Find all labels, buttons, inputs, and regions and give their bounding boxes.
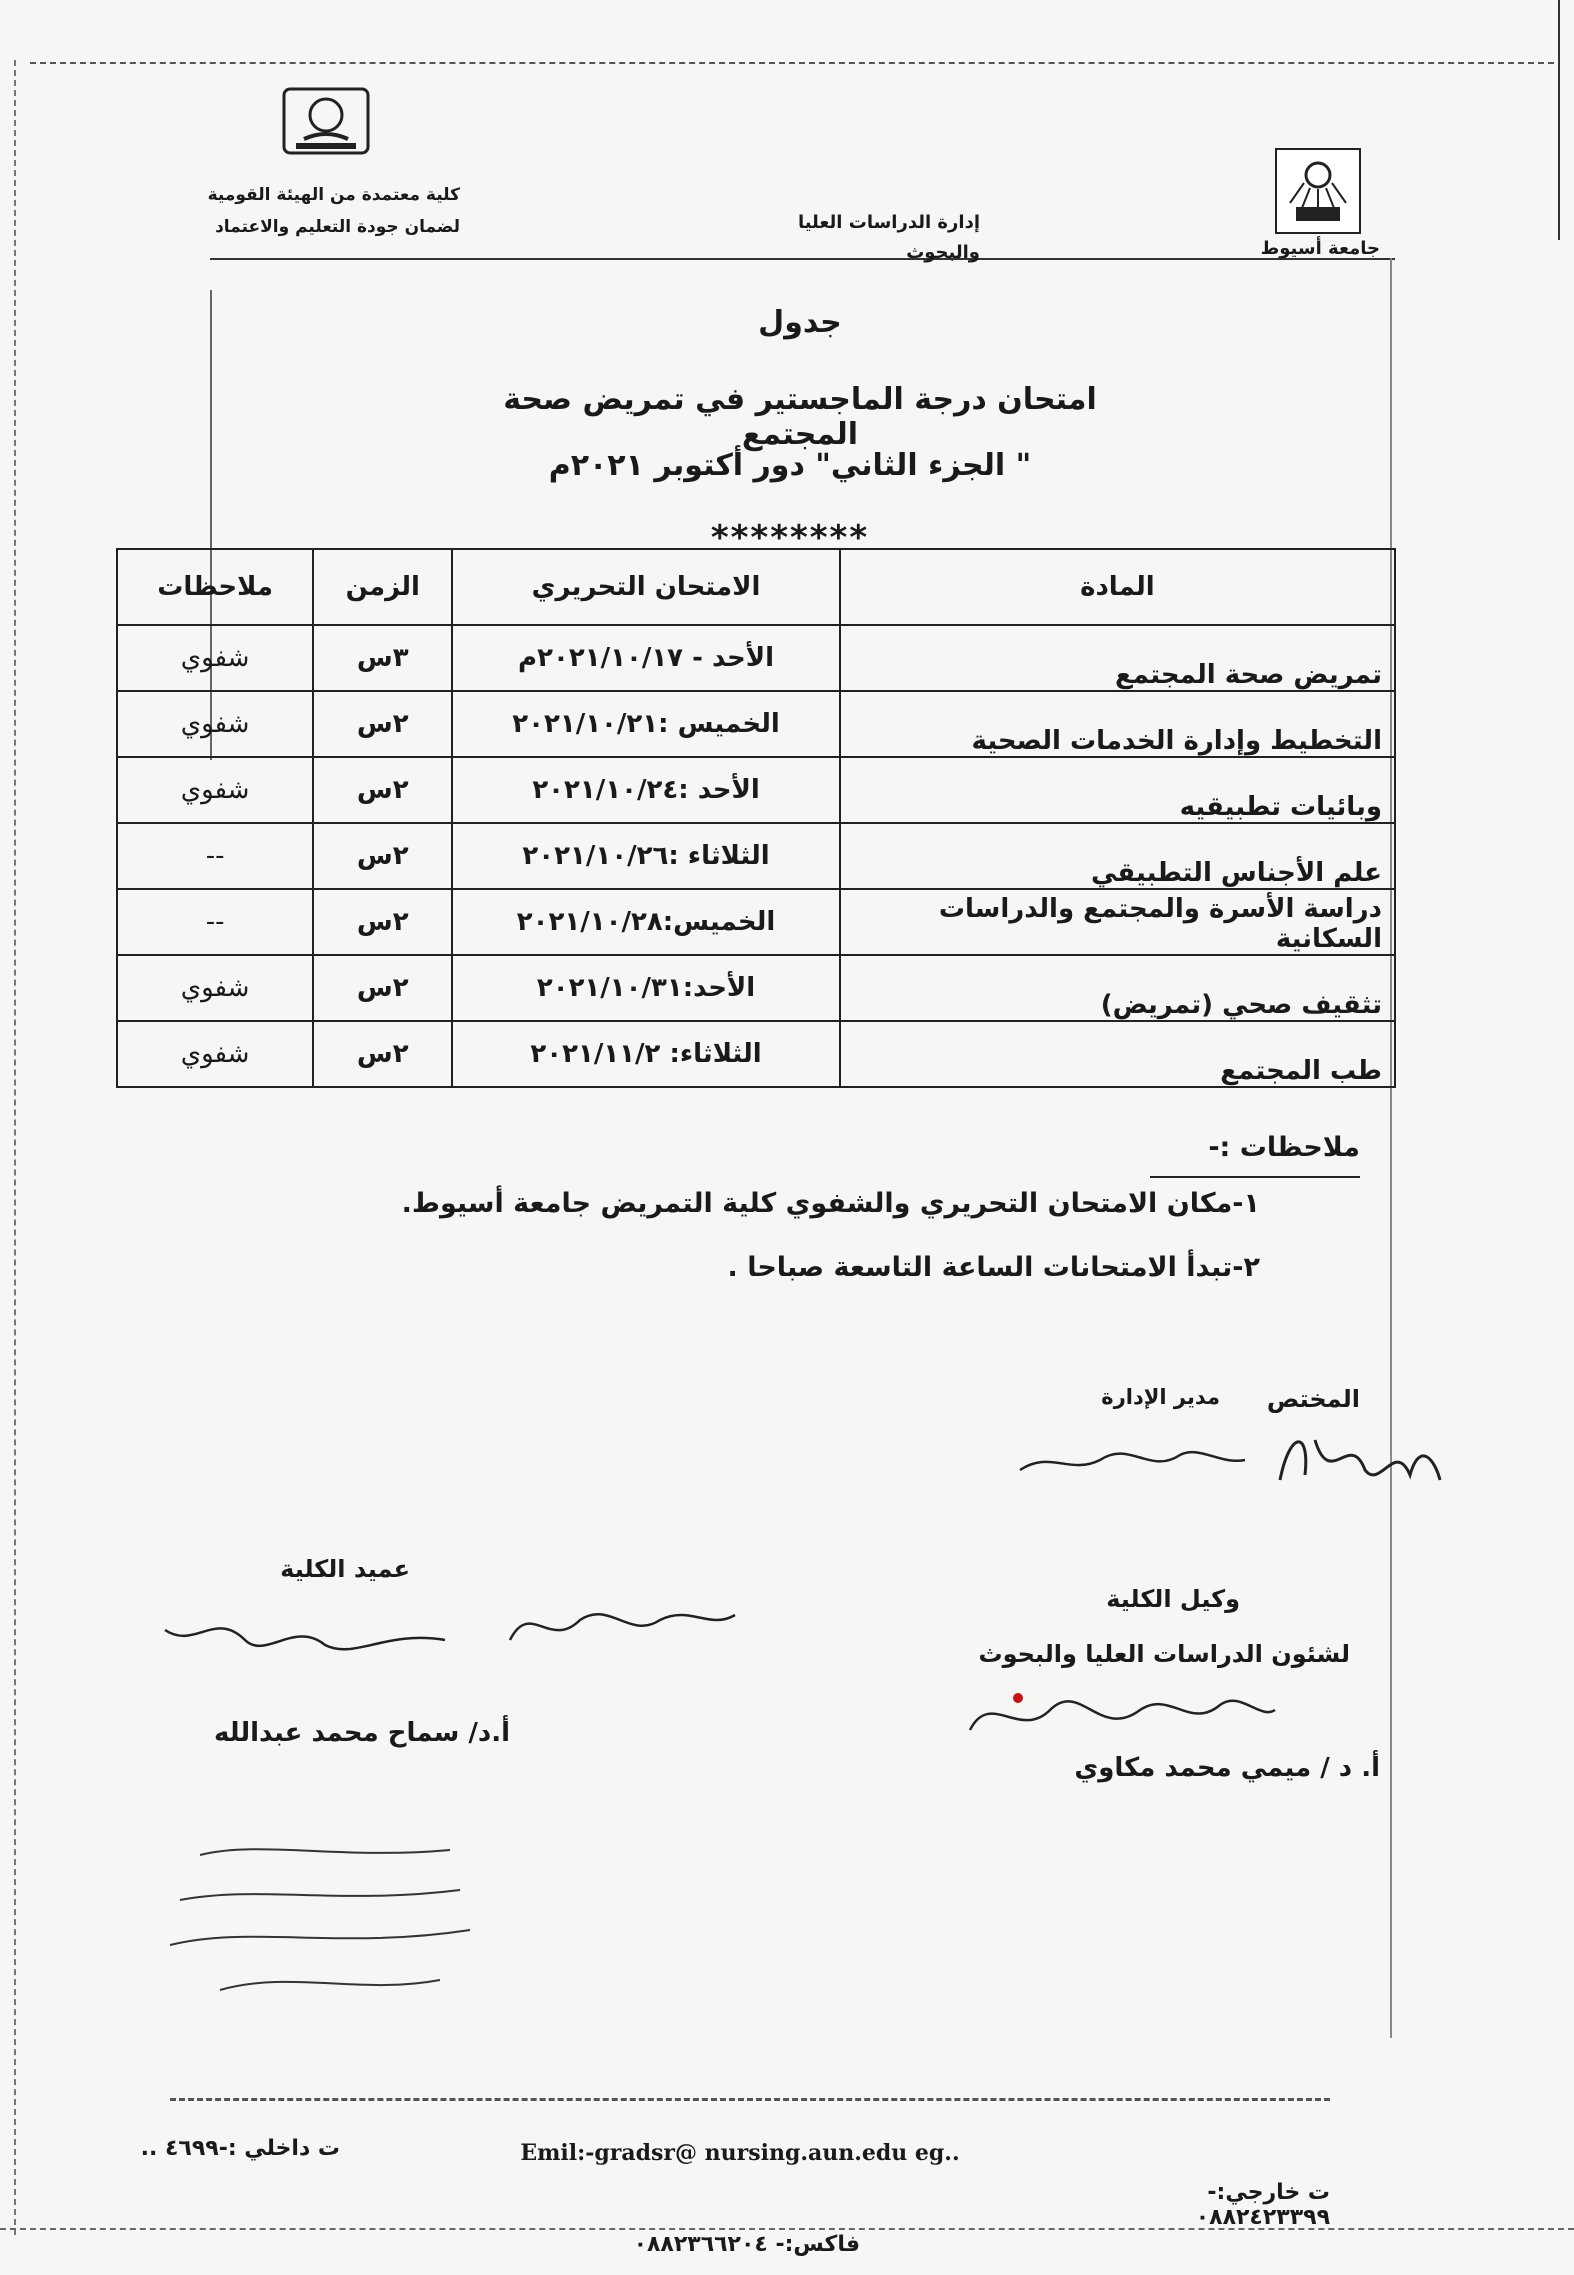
date-cell: الخميس:٢٠٢١/١٠/٢٨ — [452, 889, 840, 955]
dean-signature-2 — [500, 1590, 740, 1660]
subject-cell: علم الأجناس التطبيقي — [840, 823, 1395, 889]
footer-external-phone: ت خارجي:- ٠٨٨٢٤٢٣٣٩٩ — [1195, 2180, 1330, 2230]
note-item-2: ٢-تبدأ الامتحانات الساعة التاسعة صباحا . — [727, 1252, 1260, 1283]
header-remarks: ملاحظات — [117, 549, 313, 625]
handwritten-annotation — [140, 1830, 520, 2030]
footer-rule — [170, 2098, 1330, 2101]
sun-emblem-icon — [1282, 155, 1354, 227]
duration-cell: ٣س — [313, 625, 452, 691]
specialist-title: المختص — [1266, 1385, 1360, 1413]
document-title: جدول — [758, 305, 842, 340]
table-row — [117, 757, 1395, 823]
remarks-cell: شفوي — [117, 691, 313, 757]
exam-schedule-table — [116, 548, 1396, 1088]
duration-cell: ٢س — [313, 757, 452, 823]
duration-cell: ٢س — [313, 1021, 452, 1087]
remarks-cell: شفوي — [117, 625, 313, 691]
dean-name: أ.د/ سماح محمد عبدالله — [213, 1718, 510, 1748]
table-row — [117, 691, 1395, 757]
vice-dean-signature — [950, 1670, 1280, 1760]
duration-cell: ٢س — [313, 823, 452, 889]
table-row — [117, 955, 1395, 1021]
page-edge-top — [30, 62, 1554, 64]
table-row — [117, 889, 1395, 955]
header-written-exam: الامتحان التحريري — [452, 549, 840, 625]
remarks-cell: شفوي — [117, 1021, 313, 1087]
accreditation-line1: كلية معتمدة من الهيئة القومية — [207, 185, 460, 205]
exam-title: امتحان درجة الماجستير في تمريض صحة المجتمع — [503, 382, 1097, 452]
duration-cell: ٢س — [313, 691, 452, 757]
university-name: جامعة أسيوط — [1260, 238, 1380, 259]
lamp-emblem-icon — [280, 85, 372, 157]
date-cell: الأحد:٢٠٢١/١٠/٣١ — [452, 955, 840, 1021]
subject-cell: دراسة الأسرة والمجتمع والدراسات السكانية — [840, 889, 1395, 955]
date-cell: الأحد :٢٠٢١/١٠/٢٤ — [452, 757, 840, 823]
page-edge-right — [1558, 0, 1560, 240]
faculty-logo — [280, 85, 372, 157]
university-logo — [1275, 148, 1361, 234]
subject-cell: وبائيات تطبيقيه — [840, 757, 1395, 823]
duration-cell: ٢س — [313, 955, 452, 1021]
table-header-row — [117, 549, 1395, 625]
table-row — [117, 823, 1395, 889]
remarks-cell: شفوي — [117, 757, 313, 823]
admin-manager-title: مدير الإدارة — [1101, 1385, 1220, 1409]
table-row — [117, 625, 1395, 691]
admin-manager-signature — [1010, 1430, 1250, 1490]
vice-dean-title: وكيل الكلية — [1106, 1585, 1240, 1613]
page-edge-bottom — [0, 2228, 1574, 2230]
header-subject: المادة — [840, 549, 1395, 625]
exam-session: " الجزء الثاني" دور أكتوبر ٢٠٢١م — [548, 448, 1032, 483]
right-margin-rule — [1390, 258, 1392, 2038]
duration-cell: ٢س — [313, 889, 452, 955]
page-edge-left — [14, 60, 16, 2235]
remarks-cell: شفوي — [117, 955, 313, 1021]
note-item-1: ١-مكان الامتحان التحريري والشفوي كلية التمريض جامعة أسيوط. — [401, 1188, 1260, 1219]
red-ink-mark — [1013, 1693, 1023, 1703]
footer-internal-phone: ت داخلي :-٤٦٩٩ .. — [140, 2136, 340, 2161]
date-cell: الثلاثاء :٢٠٢١/١٠/٢٦ — [452, 823, 840, 889]
specialist-signature — [1270, 1420, 1450, 1500]
accreditation-line2: لضمان جودة التعليم والاعتماد — [215, 217, 460, 237]
footer-email: Emil:-gradsr@ nursing.aun.edu eg.. — [520, 2140, 960, 2166]
notes-underline — [1150, 1176, 1360, 1178]
remarks-cell: -- — [117, 823, 313, 889]
vice-dean-name: أ. د / ميمي محمد مكاوي — [1074, 1753, 1380, 1783]
remarks-cell: -- — [117, 889, 313, 955]
dean-signature — [155, 1600, 455, 1680]
date-cell: الثلاثاء: ٢٠٢١/١١/٢ — [452, 1021, 840, 1087]
vice-dean-title-line2: لشئون الدراسات العليا والبحوث — [978, 1640, 1350, 1668]
subject-cell: تثقيف صحي (تمريض) — [840, 955, 1395, 1021]
subject-cell: تمريض صحة المجتمع — [840, 625, 1395, 691]
header-duration: الزمن — [313, 549, 452, 625]
table-row — [117, 1021, 1395, 1087]
dean-title: عميد الكلية — [280, 1555, 410, 1583]
notes-heading: ملاحظات :- — [1208, 1132, 1360, 1163]
subject-cell: طب المجتمع — [840, 1021, 1395, 1087]
department-name: إدارة الدراسات العليا والبحوث — [797, 212, 980, 263]
decorative-stars: ******** — [710, 518, 870, 558]
date-cell: الخميس :٢٠٢١/١٠/٢١ — [452, 691, 840, 757]
subject-cell: التخطيط وإدارة الخدمات الصحية — [840, 691, 1395, 757]
date-cell: الأحد - ٢٠٢١/١٠/١٧م — [452, 625, 840, 691]
footer-fax: فاكس:- ٠٨٨٢٣٦٦٢٠٤ — [633, 2232, 860, 2257]
